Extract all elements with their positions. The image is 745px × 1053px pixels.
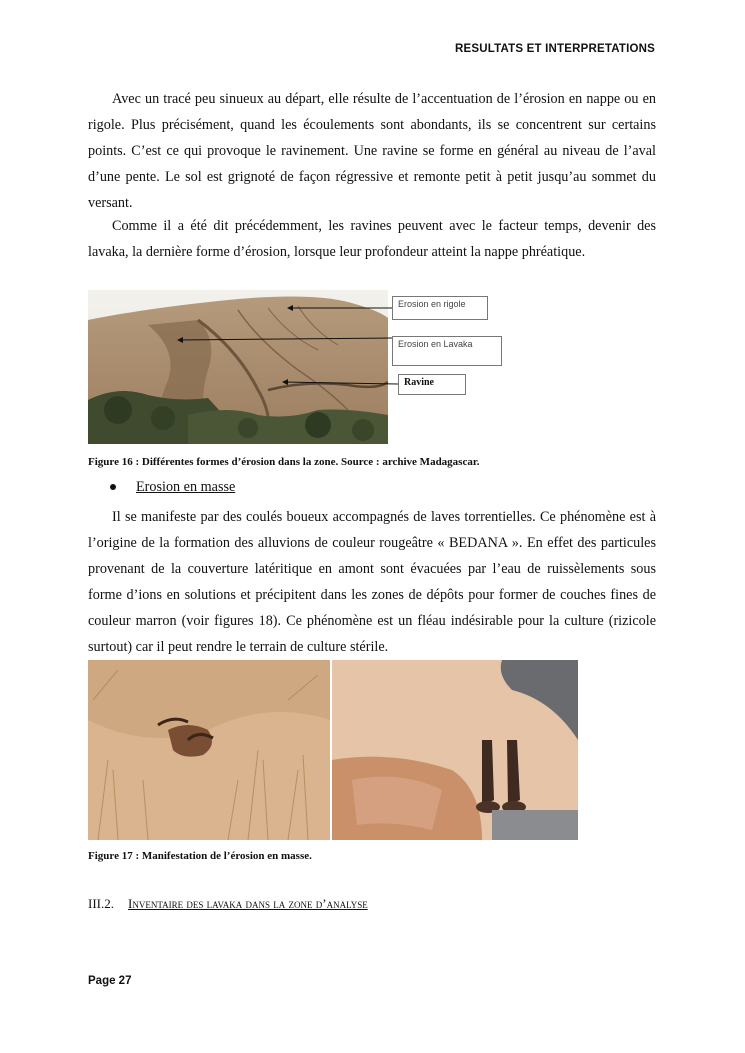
paragraph-erosion-masse: Il se manifeste par des coulés boueux accompagnés de laves torrentielles. Ce phénomène est à l’origine de la formation des alluvions de couleur rougeâtre « BEDANA ». En effet des particules provenant de la couverture latéritique en amont sont évacuées par l’eau de ruissèlements sous forme d’ions en solutions et précipitent dans les zones de dépôts pour former de couches fines de couleur marron (voir figures 18). Ce phénomène est un fléau indésirable pour la culture (rizicole surtout) car il peut rendre le terrain de culture stérile. <box>88 509 656 655</box>
page-number: Page 27 <box>88 975 132 987</box>
paragraph-ravinement: Avec un tracé peu sinueux au départ, elle résulte de l’accentuation de l’érosion en nappe ou en rigole. Plus précisément, quand les écoulements sont abondants, ils se concentrent sur certains points. C’est ce qui provoque le ravinement. Une ravine se forme en général au niveau de l’aval d’une pente. Le sol est grignoté de façon régressive et remonte petit à petit jusqu’au sommet du versant. <box>88 91 656 211</box>
figure-17 <box>88 660 578 840</box>
mudflow-deposit-photo <box>88 660 330 840</box>
figure-16 <box>88 290 508 444</box>
section-heading <box>88 896 368 912</box>
bullet-icon <box>110 484 116 490</box>
label-erosion-rigole: Erosion en rigole <box>392 296 488 320</box>
mud-feet-photo <box>332 660 578 840</box>
label-erosion-lavaka: Erosion en Lavaka <box>392 336 502 366</box>
bullet-erosion-en-masse <box>110 479 235 496</box>
paragraph-lavaka: Comme il a été dit précédemment, les ravines peuvent avec le facteur temps, devenir des lavaka, la dernière forme d’érosion, lorsque leur profondeur atteint la nappe phréatique. <box>88 218 656 260</box>
section-title: Inventaire des lavaka dans la zone d’analyse <box>128 896 368 911</box>
figure-17-caption: Figure 17 : Manifestation de l’érosion en masse. <box>88 850 312 862</box>
label-ravine: Ravine <box>398 374 466 395</box>
section-number: III.2. <box>88 896 114 911</box>
running-header: RESULTATS ET INTERPRETATIONS <box>454 43 655 55</box>
figure-16-caption: Figure 16 : Différentes formes d’érosion dans la zone. Source : archive Madagascar. <box>88 456 480 468</box>
bullet-label: Erosion en masse <box>136 479 236 495</box>
